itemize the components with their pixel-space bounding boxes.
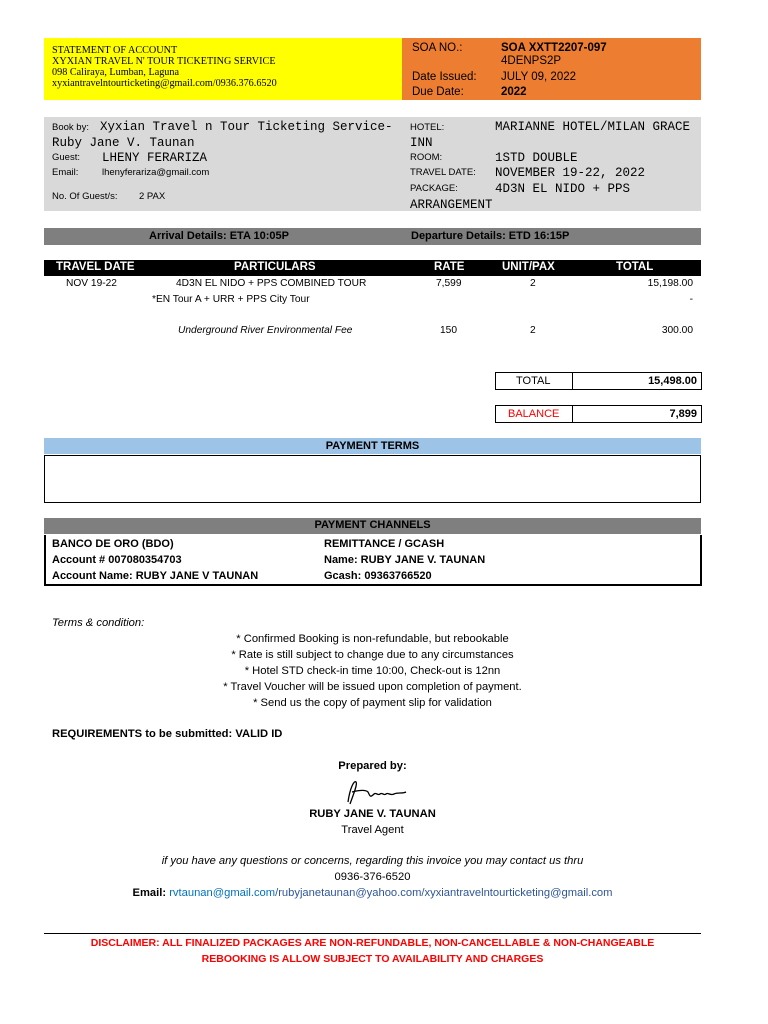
soa-label: SOA NO.: [412, 42, 463, 54]
email-link-3[interactable]: xyxiantravelntourticketing@gmail.com [424, 887, 613, 899]
email-link-1[interactable]: rvtaunan@gmail.com [169, 887, 276, 899]
bank-account-name: Account Name: RUBY JANE V TAUNAN [52, 570, 259, 582]
bank-name: BANCO DE ORO (BDO) [52, 538, 174, 550]
email-separator: / [421, 887, 425, 899]
guest-name: LHENY FERARIZA [102, 151, 208, 165]
prepared-by-label: Prepared by: [338, 760, 407, 772]
remittance-name: Name: RUBY JANE V. TAUNAN [324, 554, 486, 566]
soa-info [402, 38, 701, 100]
bank-account-number: Account # 007080354703 [52, 554, 182, 566]
balance-box [495, 405, 702, 423]
room-type: 1STD DOUBLE [495, 151, 578, 165]
row-unit: 2 [530, 325, 536, 336]
term-item: * Hotel STD check-in time 10:00, Check-out is 12nn [244, 665, 501, 677]
row-rate: 7,599 [436, 278, 462, 289]
soa-code: 4DENPS2P [501, 55, 562, 67]
guest-email: lhenyferariza@gmail.com [102, 167, 210, 178]
disclaimer-line-1: DISCLAIMER: ALL FINALIZED PACKAGES ARE NON-REFUNDABLE, NON-CANCELLABLE & NON-CHANGEABLE [90, 937, 655, 949]
row-particulars: 4D3N EL NIDO + PPS COMBINED TOUR [176, 278, 367, 289]
remittance-title: REMITTANCE / GCASH [324, 538, 445, 550]
arrival-details: Arrival Details: ETA 10:05P [149, 230, 290, 242]
payment-terms-box [44, 455, 701, 503]
booking-details [44, 117, 701, 211]
hotel-name: MARIANNE HOTEL/MILAN GRACE [495, 120, 691, 134]
package-name-2: ARRANGEMENT [410, 198, 493, 212]
balance-label: BALANCE [508, 408, 560, 420]
term-item: * Rate is still subject to change due to any circumstances [231, 649, 514, 661]
payment-channels-title: PAYMENT CHANNELS [314, 519, 431, 531]
payment-channels-box [44, 535, 702, 586]
email-separator: / [275, 887, 279, 899]
statement-title: STATEMENT OF ACCOUNT [52, 45, 178, 56]
bookby-value: Xyxian Travel n Tour Ticketing Service- [100, 120, 393, 134]
table-row [44, 325, 701, 339]
gcash-number: Gcash: 09363766520 [324, 570, 432, 582]
email-link-2[interactable]: rubyjanetaunan@yahoo.com [278, 887, 422, 899]
bookby-agent: Ruby Jane V. Taunan [52, 136, 195, 150]
hotel-label: HOTEL: [410, 122, 445, 133]
row-unit: 2 [530, 278, 536, 289]
divider [44, 933, 701, 934]
total-box [495, 372, 702, 390]
row-total: 15,198.00 [647, 278, 693, 289]
hotel-name-2: INN [410, 136, 433, 150]
term-item: * Travel Voucher will be issued upon completion of payment. [223, 681, 522, 693]
term-item: * Send us the copy of payment slip for validation [253, 697, 492, 709]
company-header [44, 38, 402, 100]
issued-date: JULY 09, 2022 [501, 71, 577, 83]
company-contact: xyxiantravelntourticketing@gmail.com/0936.376.6520 [52, 78, 277, 89]
row-particulars: *EN Tour A + URR + PPS City Tour [152, 294, 310, 305]
issued-label: Date Issued: [412, 71, 477, 83]
due-date: 2022 [501, 86, 527, 98]
agent-name: RUBY JANE V. TAUNAN [309, 808, 436, 820]
row-total: - [689, 294, 693, 305]
agent-role: Travel Agent [341, 824, 404, 836]
company-name: XYXIAN TRAVEL N' TOUR TICKETING SERVICE [52, 56, 276, 67]
table-row [44, 278, 701, 292]
payment-channels-header [44, 518, 701, 534]
col-travel-date: TRAVEL DATE [56, 261, 135, 273]
particulars-header [44, 260, 701, 276]
due-label: Due Date: [412, 86, 464, 98]
guests-count: 2 PAX [139, 191, 166, 202]
travel-date: NOVEMBER 19-22, 2022 [495, 166, 646, 180]
requirements: REQUIREMENTS to be submitted: VALID ID [52, 728, 283, 740]
terms-title: Terms & condition: [52, 617, 145, 629]
package-label: PACKAGE: [410, 183, 458, 194]
email-label: Email: [52, 167, 79, 178]
row-rate: 150 [440, 325, 457, 336]
contact-emails [44, 887, 701, 899]
signature-image [340, 776, 410, 808]
col-total: TOTAL [616, 261, 654, 273]
email-label: Email: [132, 887, 167, 899]
row-date: NOV 19-22 [66, 278, 117, 289]
col-particulars: PARTICULARS [234, 261, 316, 273]
total-label: TOTAL [516, 375, 551, 387]
bookby-label: Book by: [52, 122, 89, 133]
guests-label: No. Of Guest/s: [52, 191, 118, 202]
row-particulars: Underground River Environmental Fee [178, 325, 353, 336]
guest-label: Guest: [52, 152, 80, 163]
col-rate: RATE [434, 261, 465, 273]
departure-details: Departure Details: ETD 16:15P [411, 230, 570, 242]
package-name: 4D3N EL NIDO + PPS [495, 182, 631, 196]
company-address: 098 Caliraya, Lumban, Laguna [52, 67, 180, 78]
total-value: 15,498.00 [648, 375, 697, 387]
term-item: * Confirmed Booking is non-refundable, but rebookable [236, 633, 509, 645]
payment-terms-header [44, 438, 701, 454]
contact-question: if you have any questions or concerns, regarding this invoice you may contact us thru [161, 855, 584, 867]
room-label: ROOM: [410, 152, 443, 163]
row-total: 300.00 [661, 325, 693, 336]
travel-date-label: TRAVEL DATE: [410, 167, 476, 178]
arrival-departure-bar [44, 228, 701, 245]
table-row [44, 294, 701, 308]
balance-value: 7,899 [669, 408, 697, 420]
contact-phone: 0936-376-6520 [334, 871, 411, 883]
col-unit-pax: UNIT/PAX [502, 261, 555, 273]
payment-terms-title: PAYMENT TERMS [325, 440, 420, 452]
soa-number: SOA XXTT2207-097 [501, 42, 607, 54]
disclaimer-line-2: REBOOKING IS ALLOW SUBJECT TO AVAILABILITY AND CHARGES [201, 953, 544, 965]
